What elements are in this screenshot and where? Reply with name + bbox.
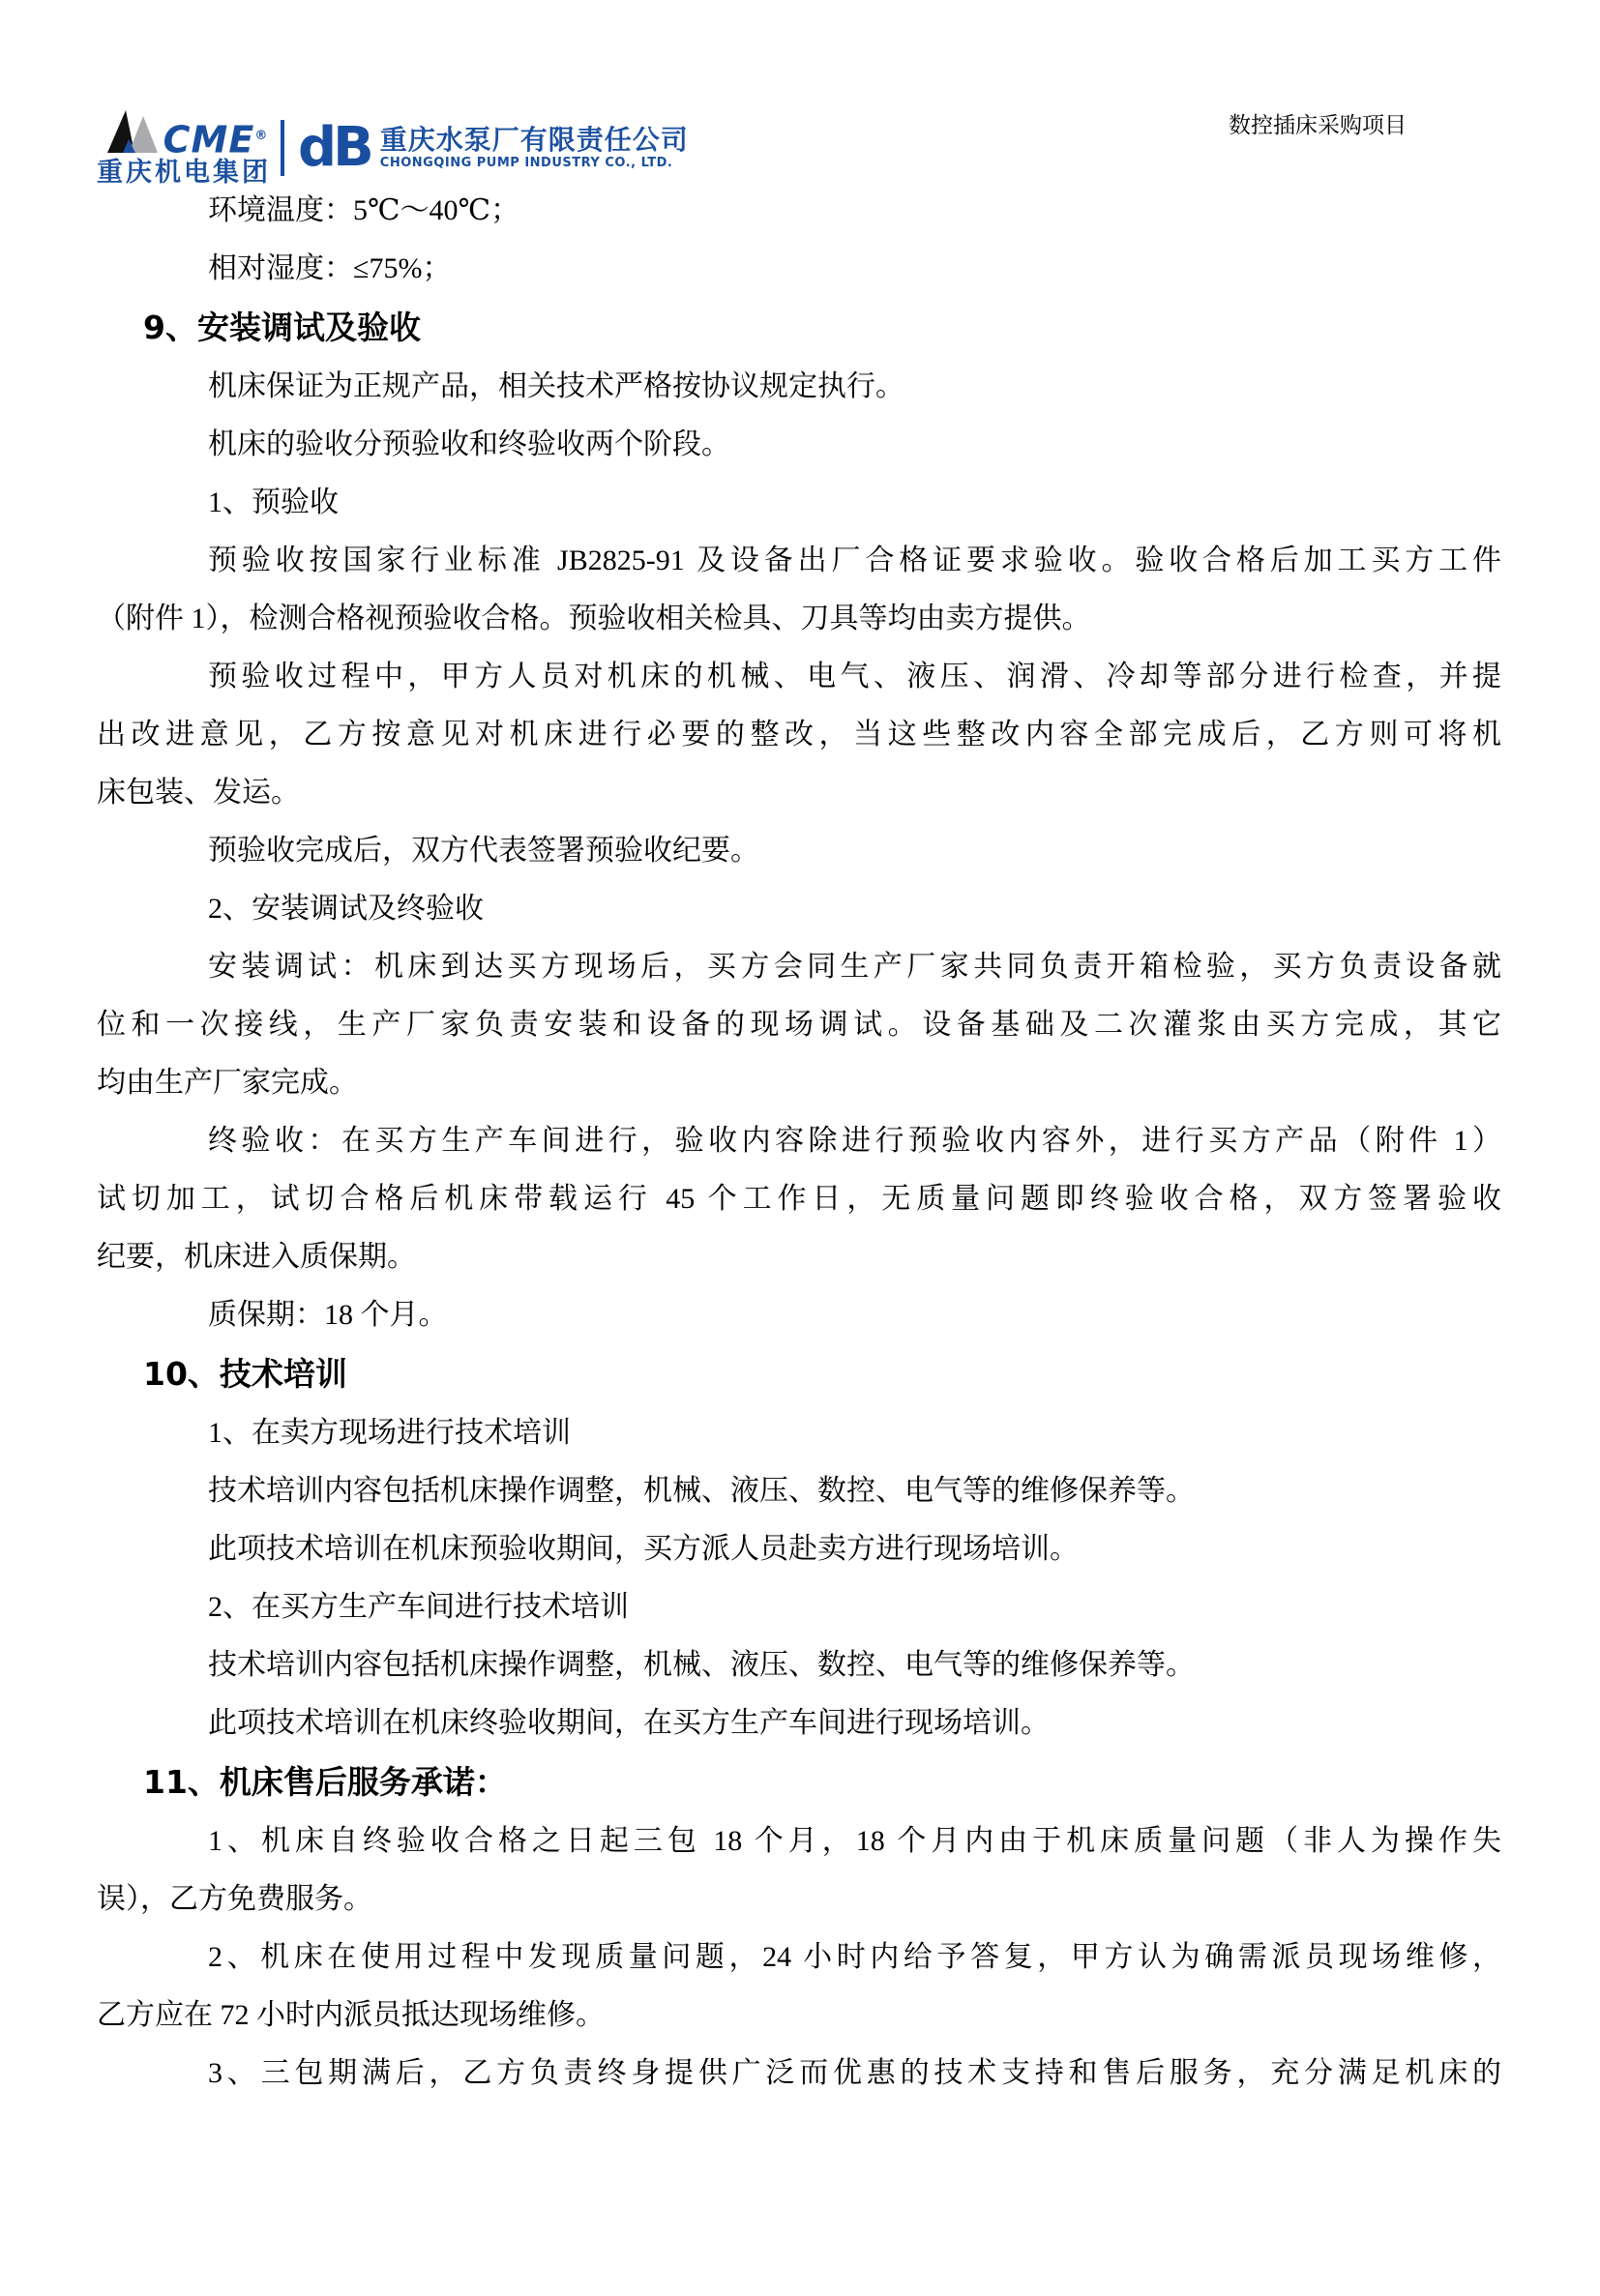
text-line: 终验收：在买方生产车间进行，验收内容除进行预验收内容外，进行买方产品（附件 1）	[208, 1125, 1501, 1157]
text-line: 乙方应在 72 小时内派员抵达现场维修。	[97, 1999, 605, 2031]
logo-group	[97, 108, 689, 188]
section-heading: 9、安装调试及验收	[143, 309, 421, 346]
pump-company-en: CHONGQING PUMP INDUSTRY CO., LTD.	[379, 156, 673, 170]
project-title: 数控插床采购项目	[1229, 113, 1407, 137]
text-line: 技术培训内容包括机床操作调整，机械、液压、数控、电气等的维修保养等。	[208, 1649, 1195, 1681]
text-line: 此项技术培训在机床终验收期间，在买方生产车间进行现场培训。	[208, 1707, 1050, 1739]
cme-logo	[97, 108, 271, 188]
text-line: 机床的验收分预验收和终验收两个阶段。	[208, 428, 730, 460]
pump-company-cn: 重庆水泵厂有限责任公司	[379, 124, 689, 156]
text-line: 质保期：18 个月。	[208, 1299, 448, 1331]
text-line: 预验收按国家行业标准 JB2825-91 及设备出厂合格证要求验收。验收合格后加工买方工件	[208, 545, 1501, 576]
text-line: 相对湿度：≤75%；	[208, 252, 452, 284]
text-line: 此项技术培训在机床预验收期间，买方派人员赴卖方进行现场培训。	[208, 1533, 1079, 1565]
text-line: 3、三包期满后，乙方负责终身提供广泛而优惠的技术支持和售后服务，充分满足机床的	[208, 2057, 1501, 2089]
text-line: 技术培训内容包括机床操作调整，机械、液压、数控、电气等的维修保养等。	[208, 1475, 1195, 1507]
text-line: 预验收过程中，甲方人员对机床的机械、电气、液压、润滑、冷却等部分进行检查，并提	[208, 661, 1501, 692]
text-line: 安装调试：机床到达买方现场后，买方会同生产厂家共同负责开箱检验，买方负责设备就	[208, 951, 1501, 983]
cme-wordmark: CME®	[163, 119, 269, 162]
text-line: 2、机床在使用过程中发现质量问题，24 小时内给予答复，甲方认为确需派员现场维修，	[208, 1941, 1501, 1973]
page-header	[97, 108, 1455, 188]
pump-monogram-icon: dB	[298, 116, 370, 179]
mountain-icon	[100, 108, 163, 158]
text-line: 出改进意见，乙方按意见对机床进行必要的整改，当这些整改内容全部完成后，乙方则可将机	[97, 719, 1501, 751]
text-line: 1、在卖方现场进行技术培训	[208, 1417, 571, 1449]
section-heading: 10、技术培训	[143, 1355, 347, 1393]
section-heading: 11、机床售后服务承诺：	[143, 1763, 507, 1801]
document-body	[97, 182, 1501, 2103]
registered-mark-icon: ®	[254, 129, 269, 144]
text-line: （附件 1），检测合格视预验收合格。预验收相关检具、刀具等均由卖方提供。	[97, 603, 1091, 634]
text-line: 纪要，机床进入质保期。	[97, 1241, 416, 1273]
text-line: 位和一次接线，生产厂家负责安装和设备的现场调试。设备基础及二次灌浆由买方完成，其它	[97, 1009, 1501, 1041]
pump-logo	[298, 116, 689, 179]
text-line: 机床保证为正规产品，相关技术严格按协议规定执行。	[208, 370, 904, 402]
text-line: 环境温度：5℃～40℃；	[208, 194, 520, 226]
pump-company-names	[380, 125, 689, 171]
logo-divider	[281, 120, 284, 176]
text-line: 误），乙方免费服务。	[97, 1883, 372, 1915]
text-line: 床包装、发运。	[97, 777, 300, 809]
text-line: 1、机床自终验收合格之日起三包 18 个月，18 个月内由于机床质量问题（非人为操作失	[208, 1825, 1501, 1857]
text-line: 1、预验收	[208, 486, 339, 518]
cme-logo-top	[100, 108, 269, 162]
text-line: 预验收完成后，双方代表签署预验收纪要。	[208, 835, 759, 867]
cme-subtitle: 重庆机电集团	[97, 158, 271, 188]
text-line: 均由生产厂家完成。	[97, 1067, 358, 1099]
text-line: 2、安装调试及终验收	[208, 893, 484, 925]
text-line: 试切加工，试切合格后机床带载运行 45 个工作日，无质量问题即终验收合格，双方签署验收	[97, 1183, 1501, 1215]
text-line: 2、在买方生产车间进行技术培训	[208, 1591, 629, 1623]
